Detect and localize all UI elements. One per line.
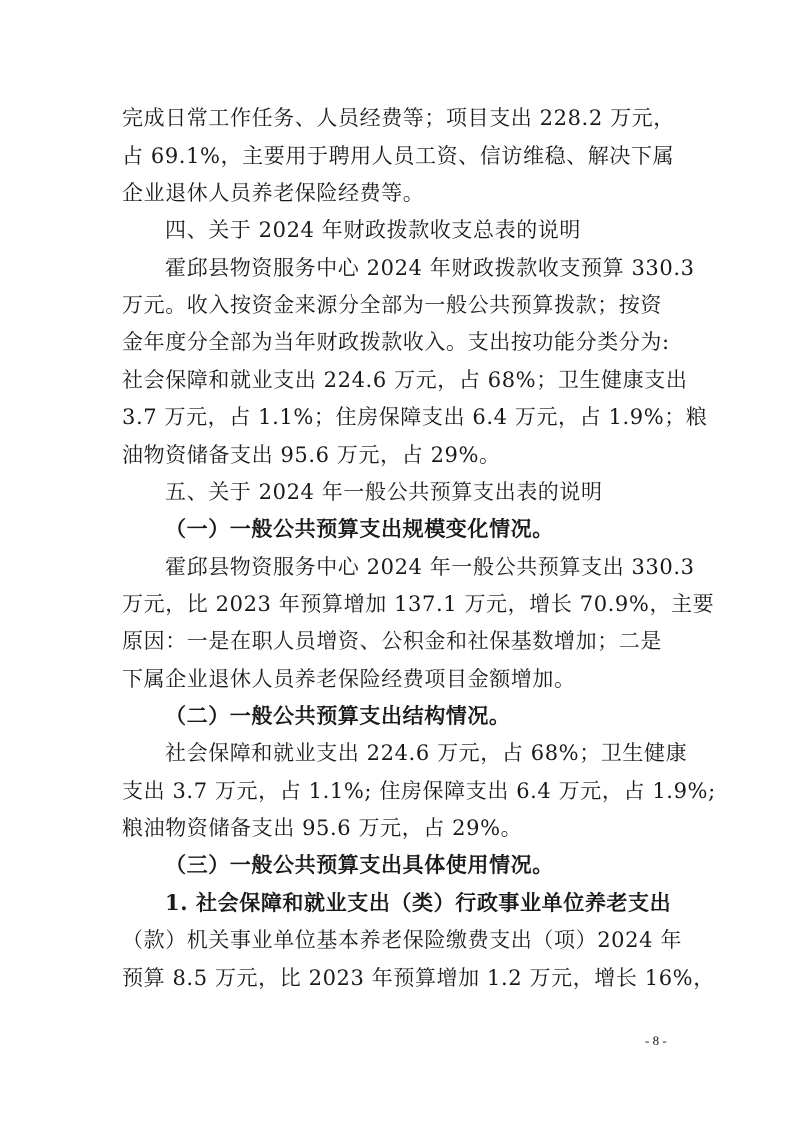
paragraph-line: 粮油物资储备支出 95.6 万元，占 29%。 — [122, 816, 523, 840]
section-heading-5: 五、关于 2024 年一般公共预算支出表的说明 — [165, 480, 603, 504]
paragraph-line: （款）机关事业单位基本养老保险缴费支出（项）2024 年 — [122, 928, 682, 952]
paragraph-line: 占 69.1%，主要用于聘用人员工资、信访维稳、解决下属 — [122, 144, 675, 168]
section-heading-4: 四、关于 2024 年财政拨款收支总表的说明 — [165, 218, 581, 242]
paragraph-line: 万元，比 2023 年预算增加 137.1 万元，增长 70.9%，主要 — [122, 592, 715, 616]
paragraph-line: 霍邱县物资服务中心 2024 年一般公共预算支出 330.3 — [165, 555, 695, 579]
paragraph-line: 金年度分全部为当年财政拨款收入。支出按功能分类分为: — [122, 330, 670, 354]
paragraph-line: 3.7 万元，占 1.1%；住房保障支出 6.4 万元，占 1.9%；粮 — [122, 405, 708, 429]
subsection-heading-1: （一）一般公共预算支出规模变化情况。 — [165, 516, 554, 541]
paragraph-line: 企业退休人员养老保险经费等。 — [122, 181, 425, 205]
paragraph-line: 预算 8.5 万元，比 2023 年预算增加 1.2 万元，增长 16%， — [122, 966, 715, 990]
paragraph-line: 原因：一是在职人员增资、公积金和社保基数增加；二是 — [122, 629, 662, 653]
paragraph-line: 社会保障和就业支出 224.6 万元，占 68%；卫生健康 — [165, 741, 688, 765]
subsection-heading-2: （二）一般公共预算支出结构情况。 — [165, 703, 511, 728]
paragraph-line: 油物资储备支出 95.6 万元，占 29%。 — [122, 443, 501, 467]
subsection-heading-3: （三）一般公共预算支出具体使用情况。 — [165, 852, 554, 877]
paragraph-line: 完成日常工作任务、人员经费等；项目支出 228.2 万元， — [122, 106, 675, 130]
item-heading-1: 1. 社会保障和就业支出（类）行政事业单位养老支出 — [165, 890, 672, 915]
paragraph-line: 下属企业退休人员养老保险经费项目金额增加。 — [122, 667, 576, 691]
paragraph-line: 霍邱县物资服务中心 2024 年财政拨款收支预算 330.3 — [165, 256, 695, 280]
paragraph-line: 支出 3.7 万元，占 1.1%; 住房保障支出 6.4 万元，占 1.9%; — [122, 779, 716, 803]
page-number: - 8 - — [645, 1033, 667, 1048]
paragraph-line: 万元。收入按资金来源分全部为一般公共预算拨款；按资 — [122, 293, 662, 317]
paragraph-line: 社会保障和就业支出 224.6 万元，占 68%；卫生健康支出 — [122, 368, 688, 392]
